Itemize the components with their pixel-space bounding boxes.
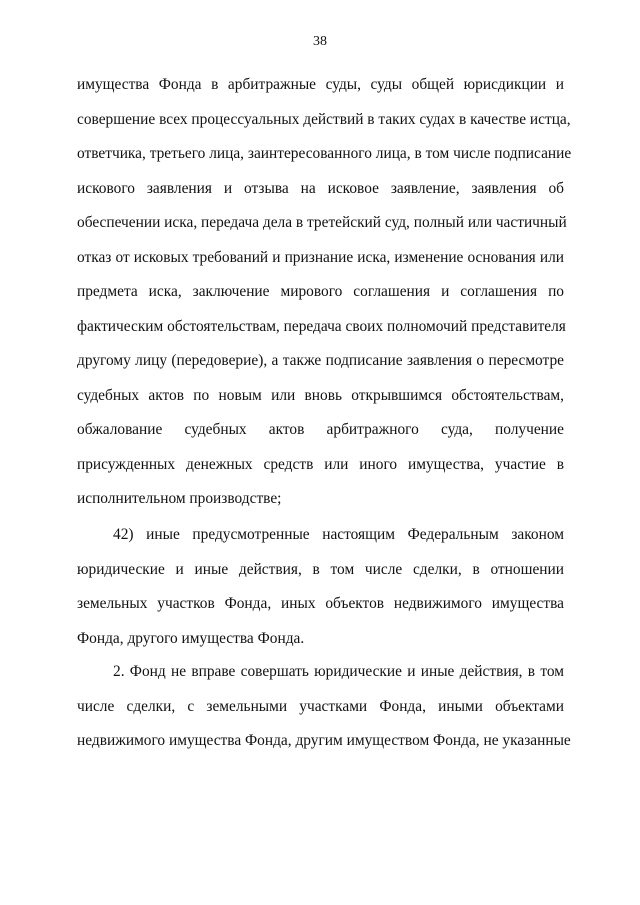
text-line: обеспечении иска, передача дела в третейский суд, полный или частичный [77, 214, 567, 231]
text-line: другому лицу (передоверие), а также подписание заявления о пересмотре [77, 352, 564, 369]
text-line: присужденных денежных средств или иного имущества, участие в [77, 455, 564, 473]
page-number: 38 [313, 34, 327, 49]
text-line: 42) иные предусмотренные настоящим Федеральным законом [113, 526, 564, 543]
text-line: числе сделки, с земельными участками Фонда, иными объектами [77, 697, 564, 715]
text-line: исполнительном производстве; [77, 490, 282, 507]
text-line: недвижимого имущества Фонда, другим имуществом Фонда, не указанные [77, 732, 571, 749]
paragraph-continuation [77, 68, 572, 517]
text-line: предмета иска, заключение мирового соглашения и соглашения по [77, 283, 564, 300]
text-line: Фонда, другого имущества Фонда. [77, 629, 305, 647]
text-line: искового заявления и отзыва на исковое заявление, заявления об [77, 179, 564, 197]
text-line: имущества Фонда в арбитражные суды, суды общей юрисдикции и [77, 76, 564, 93]
text-line: отказ от исковых требований и признание иска, изменение основания или [77, 248, 564, 266]
text-line: юридические и иные действия, в том числе сделки, в отношении [77, 560, 564, 578]
text-line: обжалование судебных актов арбитражного суда, получение [77, 421, 564, 438]
text-line: земельных участков Фонда, иных объектов недвижимого имущества [77, 595, 564, 612]
text-line: совершение всех процессуальных действий в таких судах в качестве истца, [77, 110, 571, 128]
text-line: 2. Фонд не вправе совершать юридические и иные действия, в том [113, 663, 564, 680]
paragraph-item-42 [77, 518, 564, 656]
text-line: судебных актов по новым или вновь открывшимся обстоятельствам, [77, 386, 564, 404]
paragraph-clause-2 [77, 655, 571, 759]
text-line: ответчика, третьего лица, заинтересованного лица, в том числе подписание [77, 145, 572, 162]
text-line: фактическим обстоятельствам, передача своих полномочий представителя [77, 317, 566, 335]
